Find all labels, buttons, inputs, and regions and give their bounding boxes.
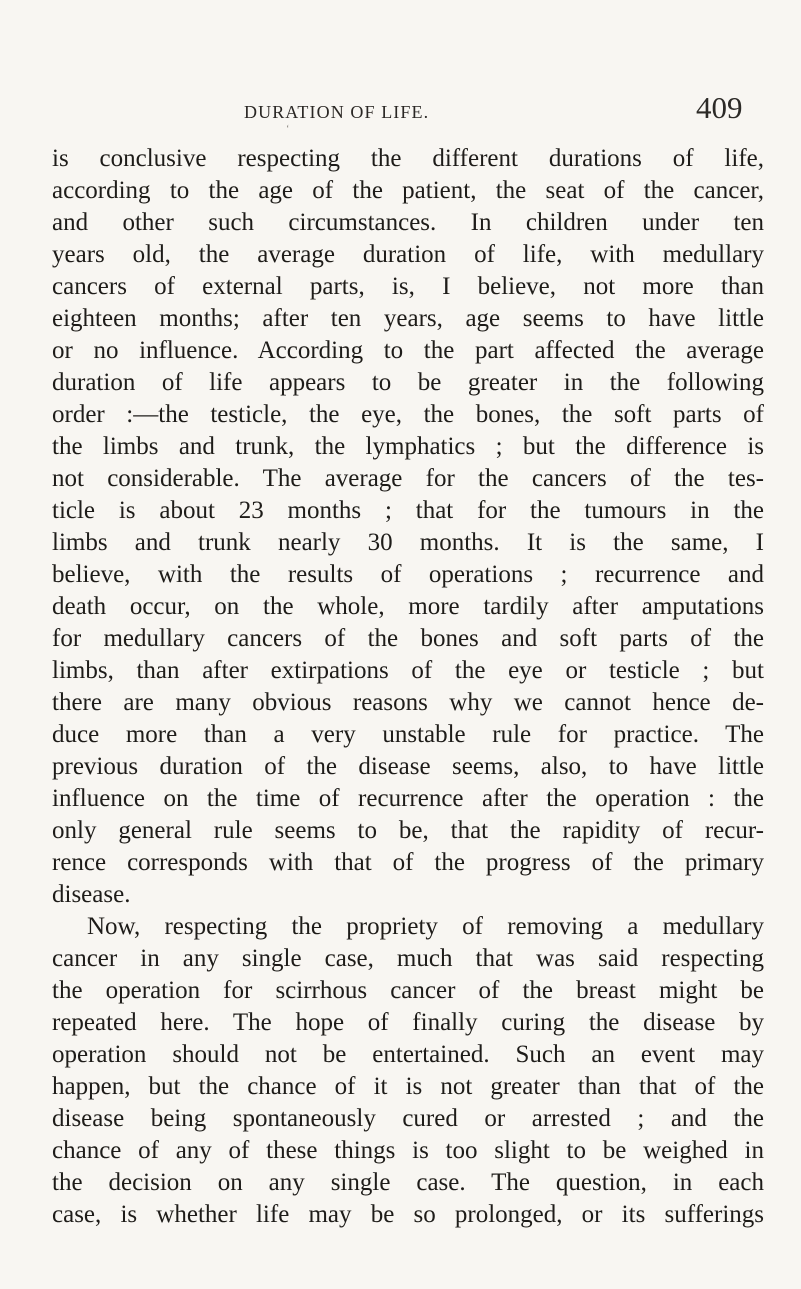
text-line: order :—the testicle, the eye, the bones, the soft parts of: [52, 401, 764, 428]
text-line: death occur, on the whole, more tardily after amputations: [52, 593, 764, 620]
text-line: only general rule seems to be, that the rapidity of recur-: [52, 817, 764, 844]
text-line: limbs and trunk nearly 30 months. It is the same, I: [52, 529, 764, 556]
text-line: happen, but the chance of it is not greater than that of the: [52, 1073, 764, 1100]
text-line: case, is whether life may be so prolonged, or its sufferings: [52, 1201, 764, 1228]
text-line: cancer in any single case, much that was said respecting: [52, 945, 764, 972]
text-line: according to the age of the patient, the seat of the cancer,: [52, 177, 764, 204]
running-head: [0, 90, 801, 135]
text-line: the operation for scirrhous cancer of the breast might be: [52, 977, 764, 1004]
text-line: ticle is about 23 months ; that for the tumours in the: [52, 497, 764, 524]
page-number: 409: [696, 90, 743, 125]
text-line: or no influence. According to the part affected the average: [52, 337, 764, 364]
text-line: rence corresponds with that of the progress of the primary: [52, 849, 764, 876]
text-line: disease.: [52, 881, 131, 908]
text-line: and other such circumstances. In children under ten: [52, 209, 764, 236]
text-line: believe, with the results of operations ; recurrence and: [52, 561, 764, 588]
text-line: cancers of external parts, is, I believe, not more than: [52, 273, 764, 300]
text-line: repeated here. The hope of finally curing the disease by: [52, 1009, 764, 1036]
text-line: the decision on any single case. The question, in each: [52, 1169, 764, 1196]
text-line: the limbs and trunk, the lymphatics ; but the difference is: [52, 433, 764, 460]
paragraph-start-line: Now, respecting the propriety of removing a medullary: [87, 913, 764, 940]
text-line: duce more than a very unstable rule for practice. The: [52, 721, 764, 748]
text-line: eighteen months; after ten years, age seems to have little: [52, 305, 764, 332]
text-line: previous duration of the disease seems, also, to have little: [52, 753, 764, 780]
text-line: influence on the time of recurrence after the operation : the: [52, 785, 764, 812]
text-line: for medullary cancers of the bones and soft parts of the: [52, 625, 764, 652]
text-line: limbs, than after extirpations of the eye or testicle ; but: [52, 657, 764, 684]
text-line: is conclusive respecting the different durations of life,: [52, 145, 764, 172]
text-line: operation should not be entertained. Such an event may: [52, 1041, 764, 1068]
running-title: DURATION OF LIFE.: [244, 102, 430, 122]
text-line: duration of life appears to be greater in the following: [52, 369, 764, 396]
text-line: disease being spontaneously cured or arrested ; and the: [52, 1105, 764, 1132]
text-line: years old, the average duration of life, with medullary: [52, 241, 764, 268]
print-mark: ‘: [286, 124, 290, 135]
text-line: there are many obvious reasons why we cannot hence de-: [52, 689, 764, 716]
text-line: not considerable. The average for the cancers of the tes-: [52, 465, 764, 492]
text-line: chance of any of these things is too slight to be weighed in: [52, 1137, 764, 1164]
